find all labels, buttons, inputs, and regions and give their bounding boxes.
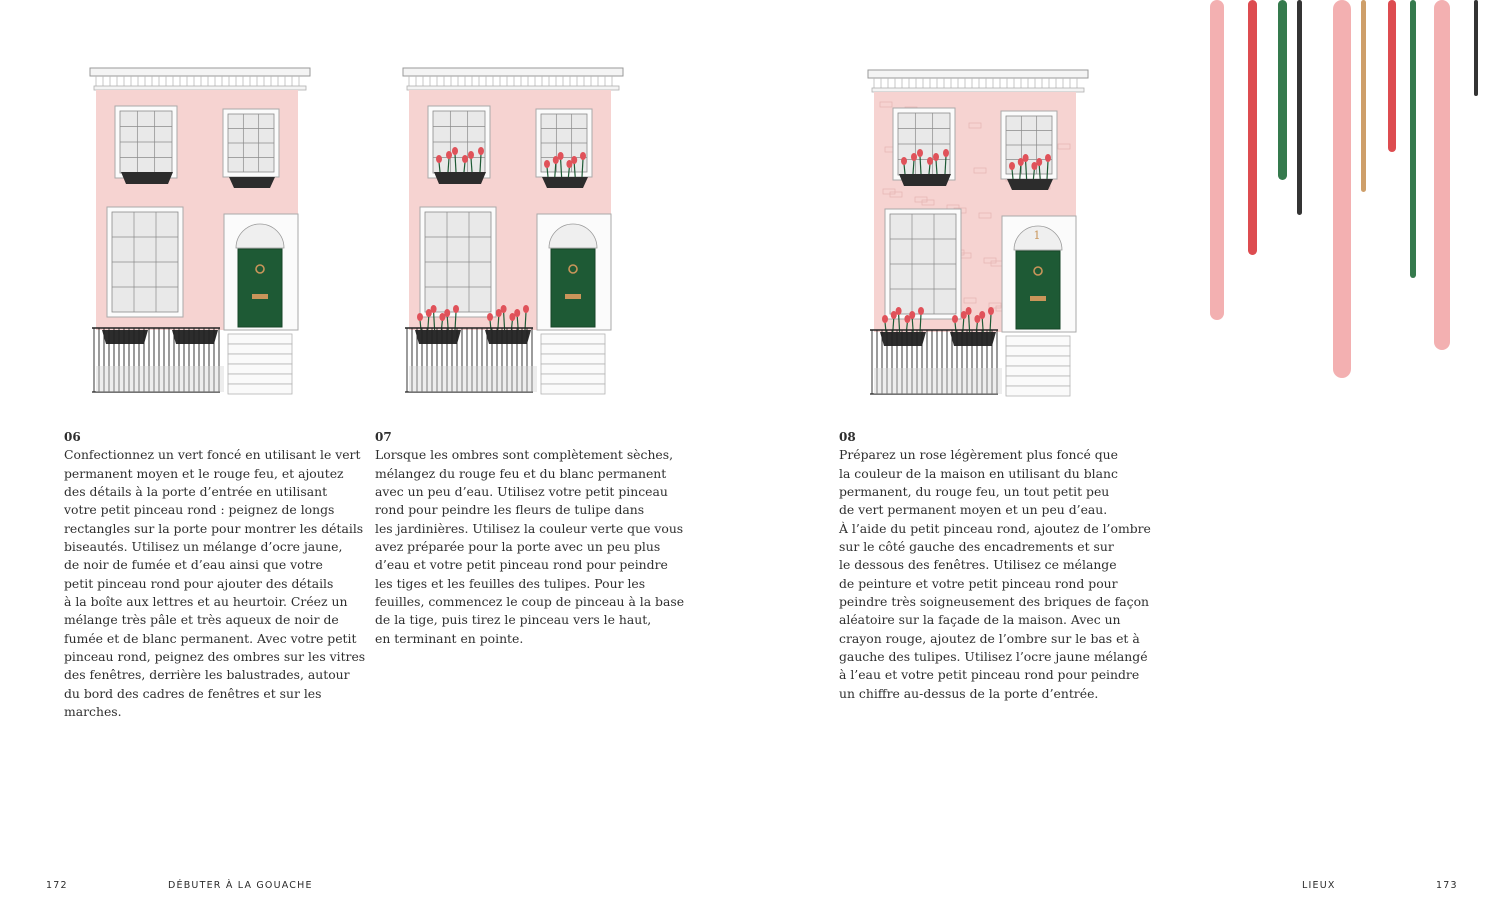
front-door (551, 249, 595, 327)
stair-step (228, 374, 292, 384)
step-06 (64, 428, 365, 722)
paint-stroke (1410, 0, 1416, 278)
paint-stroke (1474, 0, 1478, 96)
paint-stroke (1297, 0, 1302, 215)
text-line: de noir de fumée et d’eau ainsi que votre (64, 557, 323, 573)
window-box (434, 172, 486, 184)
window-box (542, 177, 588, 188)
paint-stroke (1210, 0, 1224, 320)
paint-stroke (1361, 0, 1366, 192)
tulip-flower (544, 160, 550, 168)
text-line: Lorsque les ombres sont complètement sèches, (375, 447, 674, 463)
stair-step (541, 334, 605, 344)
text-line: un chiffre au-dessus de la porte d’entrée. (839, 685, 1099, 701)
house-drawing (403, 68, 623, 394)
front-door (1016, 251, 1060, 329)
tulip-flower (478, 147, 484, 155)
cornice-base (872, 88, 1084, 92)
left-running-title: DÉBUTER À LA GOUACHE (168, 880, 313, 891)
tulip-flower (452, 147, 458, 155)
stair-step (541, 384, 605, 394)
stair-step (228, 384, 292, 394)
stair-step (228, 364, 292, 374)
step-text (375, 446, 684, 648)
stair-step (541, 354, 605, 364)
right-running-title: LIEUX (1302, 880, 1336, 891)
tulip-flower (1036, 158, 1042, 166)
tulip-flower (988, 307, 994, 315)
letter-box (565, 294, 581, 299)
text-line: peindre très soigneusement des briques de façon (839, 594, 1150, 610)
text-line: mélangez du rouge feu et du blanc permanent (375, 465, 667, 481)
text-line: rectangles sur la porte pour montrer les détails (64, 520, 364, 536)
cornice (90, 68, 310, 76)
paint-stroke (1388, 0, 1396, 152)
text-line: en terminant en pointe. (375, 630, 524, 646)
tulip-flower (580, 152, 586, 160)
text-line: avez préparée pour la porte avec un peu plus (375, 539, 661, 555)
house-number: 1 (1033, 229, 1041, 242)
text-line: Confectionnez un vert foncé en utilisant le vert (64, 447, 361, 463)
tulip-flower (514, 309, 520, 317)
house-drawing (868, 70, 1088, 396)
window-box (899, 174, 951, 186)
text-line: rond pour peindre les fleurs de tulipe dans (375, 502, 645, 518)
tulip-flower (431, 305, 437, 313)
stair-step (541, 374, 605, 384)
text-line: pinceau rond, peignez des ombres sur les vitres (64, 649, 366, 665)
text-line: à l’eau et votre petit pinceau rond pour peindre (839, 667, 1140, 683)
text-line: sur le côté gauche des encadrements et sur (839, 539, 1114, 555)
stair-step (1006, 386, 1070, 396)
text-line: de vert permanent moyen et un peu d’eau. (839, 502, 1108, 518)
tulip-flower (523, 305, 529, 313)
tulip-flower (501, 305, 507, 313)
tulip-flower (462, 155, 468, 163)
window-box (1007, 179, 1053, 190)
paint-stroke-swatches (1190, 0, 1490, 390)
tulip-flower (966, 307, 972, 315)
paint-stroke (1278, 0, 1287, 180)
step-number: 07 (375, 430, 392, 444)
text-line: fumée et de blanc permanent. Avec votre petit (64, 630, 357, 646)
text-line: feuilles, commencez le coup de pinceau à la base (375, 594, 685, 610)
tulip-flower (1009, 162, 1015, 170)
tulip-flower (558, 152, 564, 160)
text-line: votre petit pinceau rond : peignez de longs (64, 502, 335, 518)
basement-shadow (409, 366, 537, 392)
text-line: les jardinières. Utilisez la couleur verte que vous (375, 520, 684, 536)
tulip-flower (453, 305, 459, 313)
text-line: biseautés. Utilisez un mélange d’ocre jaune, (64, 539, 343, 555)
letter-box (252, 294, 268, 299)
tulip-flower (911, 153, 917, 161)
text-line: la couleur de la maison en utilisant du blanc (839, 465, 1118, 481)
stair-step (1006, 356, 1070, 366)
text-line: de peinture et votre petit pinceau rond pour (839, 575, 1118, 591)
tulip-flower (933, 153, 939, 161)
stair-step (541, 344, 605, 354)
paint-stroke (1248, 0, 1257, 255)
tulip-flower (896, 307, 902, 315)
tulip-flower (927, 157, 933, 165)
house-illustration-06 (88, 66, 313, 401)
left-page-number: 172 (46, 880, 68, 891)
stair-step (1006, 336, 1070, 346)
basement-shadow (874, 368, 1002, 394)
step-08 (839, 428, 1151, 703)
text-line: aléatoire sur la façade de la maison. Avec un (839, 612, 1121, 628)
text-line: de la tige, puis tirez le pinceau vers le haut, (375, 612, 652, 628)
text-line: crayon rouge, ajoutez de l’ombre sur le bas et à (839, 630, 1140, 646)
text-line: les tiges et les feuilles des tulipes. Pour les (375, 575, 646, 591)
cornice (868, 70, 1088, 78)
tulip-flower (446, 151, 452, 159)
tulip-flower (882, 315, 888, 323)
text-line: du bord des cadres de fenêtres et sur les (64, 685, 322, 701)
tulip-flower (909, 311, 915, 319)
house-illustration-07 (401, 66, 626, 401)
stair-step (541, 364, 605, 374)
step-07 (375, 428, 684, 648)
text-line: À l’aide du petit pinceau rond, ajoutez de l’ombre (839, 520, 1151, 536)
paint-stroke (1333, 0, 1351, 378)
window-box (121, 172, 173, 184)
tulip-flower (571, 156, 577, 164)
basement-shadow (96, 366, 224, 392)
tulip-flower (1023, 154, 1029, 162)
text-line: avec un peu d’eau. Utilisez votre petit pinceau (375, 484, 668, 500)
stair-step (228, 334, 292, 344)
cornice-base (407, 86, 619, 90)
tulip-flower (436, 155, 442, 163)
step-number: 06 (64, 430, 81, 444)
tulip-flower (468, 151, 474, 159)
step-number: 08 (839, 430, 856, 444)
tulip-flower (487, 313, 493, 321)
text-line: à la boîte aux lettres et au heurtoir. Créez un (64, 594, 348, 610)
paint-stroke (1434, 0, 1450, 350)
text-line: des détails à la porte d’entrée en utilisant (64, 484, 328, 500)
tulip-flower (917, 149, 923, 157)
text-line: petit pinceau rond pour ajouter des détails (64, 575, 334, 591)
text-line: Préparez un rose légèrement plus foncé que (839, 447, 1118, 463)
text-line: d’eau et votre petit pinceau rond pour peindre (375, 557, 668, 573)
text-line: permanent moyen et le rouge feu, et ajoutez (64, 465, 344, 481)
stair-step (1006, 346, 1070, 356)
front-door (238, 249, 282, 327)
tulip-flower (1045, 154, 1051, 162)
text-line: le dessous des fenêtres. Utilisez ce mélange (839, 557, 1117, 573)
stair-step (228, 354, 292, 364)
text-line: permanent, du rouge feu, un tout petit peu (839, 484, 1110, 500)
letter-box (1030, 296, 1046, 301)
house-illustration-08 (866, 68, 1091, 403)
text-line: mélange très pâle et très aqueux de noir de (64, 612, 339, 628)
tulip-flower (952, 315, 958, 323)
step-text (839, 446, 1151, 703)
tulip-flower (901, 157, 907, 165)
tulip-flower (444, 309, 450, 317)
cornice (403, 68, 623, 76)
stair-step (1006, 366, 1070, 376)
tulip-flower (979, 311, 985, 319)
house-drawing (90, 68, 310, 394)
cornice-base (94, 86, 306, 90)
tulip-flower (417, 313, 423, 321)
window-box (229, 177, 275, 188)
stair-step (1006, 376, 1070, 386)
text-line: marches. (64, 704, 122, 720)
text-line: gauche des tulipes. Utilisez l’ocre jaune mélangé (839, 649, 1148, 665)
tulip-flower (943, 149, 949, 157)
step-text (64, 446, 365, 721)
right-page-number: 173 (1436, 880, 1458, 891)
text-line: des fenêtres, derrière les balustrades, autour (64, 667, 350, 683)
tulip-flower (918, 307, 924, 315)
stair-step (228, 344, 292, 354)
